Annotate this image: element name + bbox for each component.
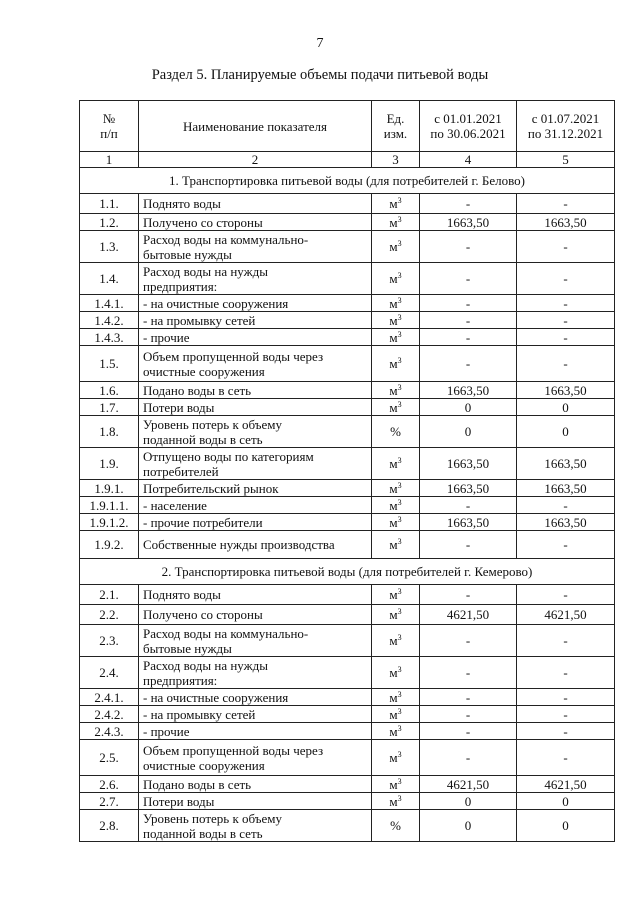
unit-base: %: [390, 424, 401, 439]
period-1-value: -: [420, 689, 517, 706]
unit-superscript: 3: [397, 633, 402, 642]
table-row: [80, 194, 615, 214]
period-1-value: 1663,50: [420, 382, 517, 399]
row-number: 2.8.: [80, 810, 139, 842]
table-row: [80, 214, 615, 231]
unit-cell: [372, 416, 420, 448]
indicator-name: Получено со стороны: [139, 214, 372, 231]
table-row: [80, 810, 615, 842]
unit-cell: [372, 689, 420, 706]
row-number: 1.9.1.1.: [80, 497, 139, 514]
unit-base: м: [389, 607, 398, 622]
indicator-name: Потребительский рынок: [139, 480, 372, 497]
table-row: [80, 382, 615, 399]
indicator-name: Расход воды на коммунально- бытовые нужды: [139, 625, 372, 657]
indicator-name: Отпущено воды по категориям потребителей: [139, 448, 372, 480]
period-1-value: -: [420, 625, 517, 657]
table-row: [80, 740, 615, 776]
row-number: 1.2.: [80, 214, 139, 231]
period-1-value: -: [420, 497, 517, 514]
unit-cell: [372, 295, 420, 312]
unit-superscript: 3: [397, 356, 402, 365]
table-row: [80, 514, 615, 531]
period-2-value: 0: [517, 399, 615, 416]
indicator-name: Подано воды в сеть: [139, 382, 372, 399]
period-2-value: 1663,50: [517, 514, 615, 531]
unit-cell: [372, 531, 420, 559]
period-2-value: -: [517, 625, 615, 657]
row-number: 1.3.: [80, 231, 139, 263]
indicator-name: - на промывку сетей: [139, 312, 372, 329]
table-row: [80, 263, 615, 295]
period-1-value: -: [420, 531, 517, 559]
table-row: [80, 480, 615, 497]
row-number: 1.8.: [80, 416, 139, 448]
table-row: [80, 706, 615, 723]
unit-base: м: [389, 382, 398, 398]
period-1-value: -: [420, 295, 517, 312]
period-2-value: 1663,50: [517, 448, 615, 480]
unit-cell: [372, 706, 420, 723]
indicator-name: - на очистные сооружения: [139, 689, 372, 706]
period-1-value: -: [420, 723, 517, 740]
period-2-value: 1663,50: [517, 382, 615, 399]
column-number: 5: [517, 152, 615, 168]
unit-cell: [372, 810, 420, 842]
row-number: 2.5.: [80, 740, 139, 776]
unit-cell: [372, 231, 420, 263]
header-period-2: с 01.07.2021 по 31.12.2021: [517, 101, 615, 152]
unit-base: м: [389, 497, 398, 513]
period-1-value: 4621,50: [420, 776, 517, 793]
row-number: 1.9.2.: [80, 531, 139, 559]
row-number: 1.5.: [80, 346, 139, 382]
period-1-value: 1663,50: [420, 480, 517, 497]
indicator-name: Поднято воды: [139, 585, 372, 605]
indicator-name: Подано воды в сеть: [139, 776, 372, 793]
unit-superscript: 3: [397, 665, 402, 674]
table-row: [80, 605, 615, 625]
unit-cell: [372, 514, 420, 531]
unit-cell: [372, 793, 420, 810]
table-header-row: [80, 101, 615, 152]
row-number: 2.6.: [80, 776, 139, 793]
unit-base: м: [389, 399, 398, 415]
unit-base: м: [389, 776, 398, 792]
table-row: [80, 231, 615, 263]
table-row: [80, 723, 615, 740]
header-name: Наименование показателя: [139, 101, 372, 152]
table-row: [80, 346, 615, 382]
table-row: [80, 793, 615, 810]
period-2-value: -: [517, 531, 615, 559]
row-number: 2.4.3.: [80, 723, 139, 740]
indicator-name: - население: [139, 497, 372, 514]
period-1-value: 0: [420, 416, 517, 448]
unit-superscript: 3: [397, 196, 402, 205]
row-number: 1.9.: [80, 448, 139, 480]
unit-superscript: 3: [397, 271, 402, 280]
column-number: 3: [372, 152, 420, 168]
period-2-value: -: [517, 312, 615, 329]
indicator-name: - на очистные сооружения: [139, 295, 372, 312]
period-2-value: -: [517, 689, 615, 706]
period-2-value: -: [517, 346, 615, 382]
unit-superscript: 3: [397, 239, 402, 248]
row-number: 1.4.1.: [80, 295, 139, 312]
unit-base: м: [389, 633, 398, 648]
unit-superscript: 3: [397, 456, 402, 465]
header-num: № п/п: [80, 101, 139, 152]
unit-cell: [372, 382, 420, 399]
unit-superscript: 3: [397, 776, 402, 786]
unit-cell: [372, 329, 420, 346]
supply-volume-table: [79, 100, 615, 842]
unit-base: м: [389, 723, 398, 739]
period-2-value: 4621,50: [517, 605, 615, 625]
indicator-name: - прочие: [139, 723, 372, 740]
unit-base: %: [390, 818, 401, 833]
period-2-value: 1663,50: [517, 480, 615, 497]
unit-cell: [372, 605, 420, 625]
indicator-name: Получено со стороны: [139, 605, 372, 625]
period-1-value: -: [420, 706, 517, 723]
unit-superscript: 3: [397, 793, 402, 803]
row-number: 2.4.2.: [80, 706, 139, 723]
period-2-value: -: [517, 706, 615, 723]
period-2-value: -: [517, 497, 615, 514]
period-2-value: 0: [517, 810, 615, 842]
period-1-value: -: [420, 585, 517, 605]
period-2-value: -: [517, 585, 615, 605]
unit-base: м: [389, 329, 398, 345]
unit-superscript: 3: [397, 514, 402, 524]
indicator-name: - прочие потребители: [139, 514, 372, 531]
row-number: 2.1.: [80, 585, 139, 605]
unit-superscript: 3: [397, 399, 402, 409]
unit-cell: [372, 312, 420, 329]
indicator-name: Потери воды: [139, 793, 372, 810]
unit-base: м: [389, 271, 398, 286]
table-row: [80, 689, 615, 706]
page-number: 7: [316, 36, 324, 51]
indicator-name: Уровень потерь к объему поданной воды в сеть: [139, 810, 372, 842]
section-row: [80, 559, 615, 585]
unit-base: м: [389, 196, 398, 211]
unit-base: м: [389, 750, 398, 765]
table-row: [80, 416, 615, 448]
section-title: 1. Транспортировка питьевой воды (для потребителей г. Белово): [80, 168, 615, 194]
period-1-value: 1663,50: [420, 514, 517, 531]
row-number: 2.7.: [80, 793, 139, 810]
period-2-value: 0: [517, 793, 615, 810]
unit-superscript: 3: [397, 706, 402, 716]
row-number: 1.1.: [80, 194, 139, 214]
row-number: 1.4.2.: [80, 312, 139, 329]
unit-cell: [372, 585, 420, 605]
indicator-name: - прочие: [139, 329, 372, 346]
table-row: [80, 776, 615, 793]
unit-base: м: [389, 456, 398, 471]
unit-superscript: 3: [397, 607, 402, 616]
indicator-name: Расход воды на нужды предприятия:: [139, 657, 372, 689]
indicator-name: Потери воды: [139, 399, 372, 416]
table-row: [80, 625, 615, 657]
unit-base: м: [389, 312, 398, 328]
section-row: [80, 168, 615, 194]
column-number: 1: [80, 152, 139, 168]
table-row: [80, 295, 615, 312]
period-2-value: -: [517, 194, 615, 214]
period-1-value: -: [420, 329, 517, 346]
period-1-value: 1663,50: [420, 448, 517, 480]
period-1-value: 1663,50: [420, 214, 517, 231]
unit-base: м: [389, 706, 398, 722]
unit-superscript: 3: [397, 497, 402, 507]
unit-cell: [372, 194, 420, 214]
period-2-value: -: [517, 740, 615, 776]
column-numbers-row: [80, 152, 615, 168]
period-1-value: 0: [420, 793, 517, 810]
unit-superscript: 3: [397, 587, 402, 596]
unit-superscript: 3: [397, 382, 402, 392]
unit-base: м: [389, 587, 398, 602]
row-number: 2.2.: [80, 605, 139, 625]
indicator-name: Объем пропущенной воды через очистные сооружения: [139, 740, 372, 776]
unit-cell: [372, 625, 420, 657]
unit-superscript: 3: [397, 329, 402, 339]
unit-cell: [372, 448, 420, 480]
unit-base: м: [389, 793, 398, 809]
unit-cell: [372, 657, 420, 689]
period-1-value: -: [420, 312, 517, 329]
unit-cell: [372, 723, 420, 740]
period-2-value: -: [517, 329, 615, 346]
period-2-value: -: [517, 723, 615, 740]
unit-cell: [372, 399, 420, 416]
period-1-value: -: [420, 263, 517, 295]
unit-superscript: 3: [397, 723, 402, 733]
period-2-value: -: [517, 295, 615, 312]
unit-base: м: [389, 214, 398, 230]
unit-superscript: 3: [397, 480, 402, 490]
unit-cell: [372, 497, 420, 514]
unit-base: м: [389, 480, 398, 496]
period-2-value: 1663,50: [517, 214, 615, 231]
unit-superscript: 3: [397, 312, 402, 322]
period-1-value: -: [420, 740, 517, 776]
unit-superscript: 3: [397, 295, 402, 305]
unit-cell: [372, 263, 420, 295]
unit-superscript: 3: [397, 689, 402, 699]
header-period-1: с 01.01.2021 по 30.06.2021: [420, 101, 517, 152]
period-1-value: -: [420, 346, 517, 382]
unit-superscript: 3: [397, 214, 402, 224]
unit-base: м: [389, 537, 398, 552]
unit-cell: [372, 776, 420, 793]
period-1-value: 0: [420, 399, 517, 416]
unit-base: м: [389, 689, 398, 705]
column-number: 2: [139, 152, 372, 168]
period-1-value: -: [420, 194, 517, 214]
period-2-value: -: [517, 657, 615, 689]
table-row: [80, 312, 615, 329]
row-number: 1.4.: [80, 263, 139, 295]
indicator-name: Уровень потерь к объему поданной воды в сеть: [139, 416, 372, 448]
period-1-value: -: [420, 657, 517, 689]
row-number: 2.3.: [80, 625, 139, 657]
period-2-value: -: [517, 263, 615, 295]
row-number: 1.7.: [80, 399, 139, 416]
column-number: 4: [420, 152, 517, 168]
indicator-name: Объем пропущенной воды через очистные сооружения: [139, 346, 372, 382]
row-number: 2.4.: [80, 657, 139, 689]
unit-base: м: [389, 514, 398, 530]
indicator-name: - на промывку сетей: [139, 706, 372, 723]
unit-cell: [372, 346, 420, 382]
table-row: [80, 329, 615, 346]
unit-cell: [372, 214, 420, 231]
row-number: 1.9.1.: [80, 480, 139, 497]
unit-base: м: [389, 295, 398, 311]
unit-base: м: [389, 356, 398, 371]
period-1-value: -: [420, 231, 517, 263]
table-row: [80, 657, 615, 689]
unit-base: м: [389, 665, 398, 680]
indicator-name: Поднято воды: [139, 194, 372, 214]
indicator-name: Собственные нужды производства: [139, 531, 372, 559]
period-1-value: 0: [420, 810, 517, 842]
period-2-value: 0: [517, 416, 615, 448]
indicator-name: Расход воды на коммунально- бытовые нужды: [139, 231, 372, 263]
unit-base: м: [389, 239, 398, 254]
unit-cell: [372, 480, 420, 497]
unit-superscript: 3: [397, 537, 402, 546]
row-number: 1.9.1.2.: [80, 514, 139, 531]
indicator-name: Расход воды на нужды предприятия:: [139, 263, 372, 295]
period-2-value: -: [517, 231, 615, 263]
period-1-value: 4621,50: [420, 605, 517, 625]
header-unit: Ед. изм.: [372, 101, 420, 152]
table-row: [80, 497, 615, 514]
row-number: 1.4.3.: [80, 329, 139, 346]
row-number: 2.4.1.: [80, 689, 139, 706]
table-row: [80, 448, 615, 480]
table-row: [80, 585, 615, 605]
document-title: Раздел 5. Планируемые объемы подачи питьевой воды: [151, 67, 489, 83]
row-number: 1.6.: [80, 382, 139, 399]
unit-cell: [372, 740, 420, 776]
unit-superscript: 3: [397, 750, 402, 759]
table-row: [80, 531, 615, 559]
section-title: 2. Транспортировка питьевой воды (для потребителей г. Кемерово): [80, 559, 615, 585]
table-row: [80, 399, 615, 416]
period-2-value: 4621,50: [517, 776, 615, 793]
